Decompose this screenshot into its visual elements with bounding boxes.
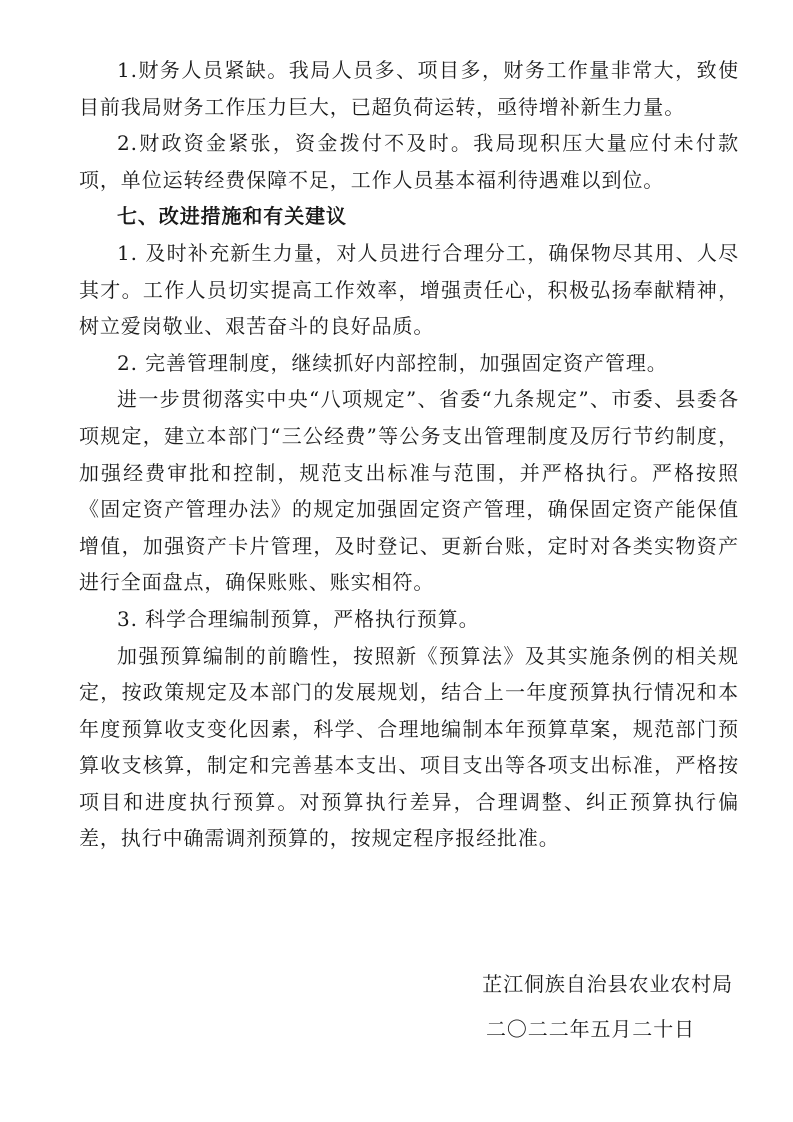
document-body — [79, 52, 739, 857]
measure-item-2: 2. 完善管理制度，继续抓好内部控制，加强固定资产管理。 — [117, 350, 668, 375]
signature-date: 二〇二二年五月二十日 — [486, 1017, 695, 1041]
signature-organization: 芷江侗族自治县农业农村局 — [482, 972, 733, 996]
measure-item-3: 3. 科学合理编制预算，严格执行预算。 — [117, 606, 480, 631]
paragraph-funding-shortage: 2.财政资金紧张，资金拨付不及时。我局现积压大量应付未付款项，单位运转经费保障不足，工作人员基本福利待遇难以到位。 — [79, 131, 739, 192]
paragraph-staff-shortage: 1.财务人员紧缺。我局人员多、项目多，财务工作量非常大，致使目前我局财务工作压力巨大，已超负荷运转，亟待增补新生力量。 — [79, 58, 739, 119]
measure-item-2-detail: 进一步贯彻落实中央“八项规定”、省委“九条规定”、市委、县委各项规定，建立本部门“三公经费”等公务支出管理制度及厉行节约制度，加强经费审批和控制，规范支出标准与范围，并严格执行。严格按照《固定资产管理办法》的规定加强固定资产管理，确保固定资产能保值增值，加强资产卡片管理，及时登记、更新台账，定时对各类实物资产进行全面盘点，确保账账、账实相符。 — [79, 387, 739, 595]
measure-item-1: 1. 及时补充新生力量，对人员进行合理分工，确保物尽其用、人尽其才。工作人员切实提高工作效率，增强责任心，积极弘扬奉献精神，树立爱岗敬业、艰苦奋斗的良好品质。 — [79, 240, 739, 339]
section-heading: 七、改进措施和有关建议 — [117, 204, 347, 229]
measure-item-3-detail: 加强预算编制的前瞻性，按照新《预算法》及其实施条例的相关规定，按政策规定及本部门的发展规划，结合上一年度预算执行情况和本年度预算收支变化因素，科学、合理地编制本年预算草案，规范部门预算收支核算，制定和完善基本支出、项目支出等各项支出标准，严格按项目和进度执行预算。对预算执行差异，合理调整、纠正预算执行偏差，执行中确需调剂预算的，按规定程序报经批准。 — [79, 643, 739, 851]
signature-block — [482, 966, 733, 1047]
